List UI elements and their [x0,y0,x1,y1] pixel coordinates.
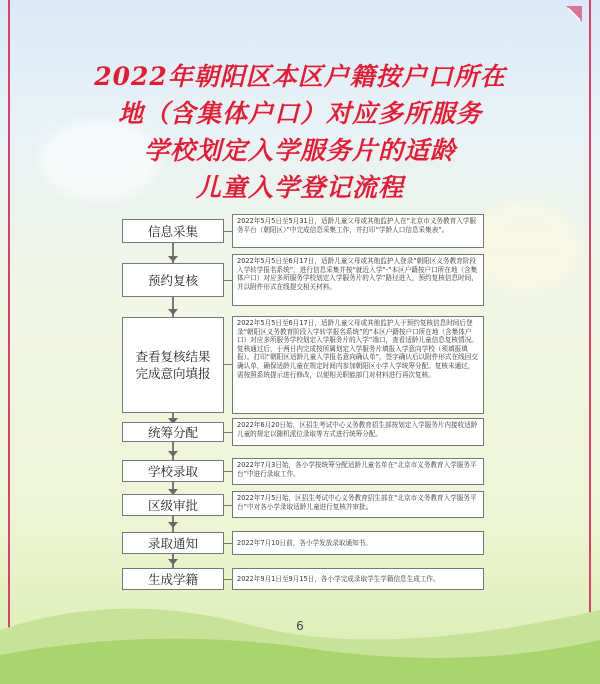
step-connector [224,280,232,281]
step-coordinated-allocation [122,422,224,442]
flow-arrow-icon [168,559,178,565]
step-description [232,491,484,518]
step-label: 信息采集 [147,223,198,239]
step-label: 学校录取 [147,463,198,479]
step-description [232,214,484,248]
step-generate-student-record [122,568,224,590]
corner-ribbon-icon [562,2,586,26]
step-connector [224,231,232,232]
step-desc-text: 2022年9月1日至9月15日，各小学完成录取学生学籍信息生成工作。 [237,574,440,583]
step-school-admission [122,460,224,482]
step-desc-text: 2022年5月5日至6月17日，适龄儿童父母或其他监护人于预约复核信息时间后登录“朝阳区义务教育阶段入学转学报名系统”的“本区户籍按户口所在地（含集体户口）对应多所服务学校划定入学服务片的入学”端口，查看适龄儿童信息复核情况。复核通过后，于两日内完成按所属划定入学服务片填报入学意向学校（须填报填报）。打印“朝阳区适龄儿童入学报名意向确认单”，签字确认后以附件形式在线回交确认单，确保适龄儿童在规定时间内参加朝阳区小学入学统筹分配。复核未通过，需按照系统提示进行修改，以便相关职能部门对材料进行再次复核。 [237,319,478,379]
flow-arrow-icon [168,309,178,315]
step-district-approval [122,494,224,516]
step-info-collection [122,219,224,243]
step-connector [224,364,232,365]
step-label: 录取通知 [147,535,198,551]
step-desc-text: 2022年7月10日前，各小学发放录取通知书。 [237,538,372,547]
step-label: 生成学籍 [147,571,198,587]
step-description [232,568,484,590]
page-title [40,58,560,206]
title-line: 儿童入学登记流程 [195,173,404,202]
title-line: 2022年朝阳区本区户籍按户口所在 [94,62,506,91]
step-description [232,458,484,485]
step-connector [224,432,232,433]
step-desc-text: 2022年5月5日至6月17日，适龄儿童父母或其他监护人登录“朝阳区义务教育阶段入学转学报名系统”，进行信息采集并按“就近入学”-“本区户籍按户口所在地（含集体户口）对应多所服务学校划定入学服务片的入学”路径进入，预约复核信息时间，并以附件形式在线提交相关材料。 [237,257,478,291]
step-connector [224,579,232,580]
step-desc-text: 2022年5月5日至5月31日，适龄儿童父母或其他监护人在“北京市义务教育入学服务平台（朝阳区）”中完成信息采集工作，并打印“学龄人口信息采集表”。 [237,217,476,234]
step-desc-text: 2022年7月3日始，各小学按统筹分配适龄儿童名单在“北京市义务教育入学服务平台”中进行录取工作。 [237,461,477,478]
step-label: 查看复核结果 完成意向填报 [135,349,211,381]
flow-arrow-icon [168,256,178,262]
flow-arrow-icon [168,451,178,457]
title-line: 学校划定入学服务片的适龄 [143,136,456,165]
step-description [232,531,484,555]
step-label: 区级审批 [147,497,198,513]
step-view-result-fill-intention [122,317,224,413]
page-number: 6 [296,619,304,633]
step-connector [224,471,232,472]
step-desc-text: 2022年7月5日始，区招生考试中心义务教育招生部在“北京市义务教育入学服务平台”中对各小学录取适龄儿童进行复核并审批。 [237,494,477,511]
step-label: 预约复核 [147,272,198,288]
step-description [232,316,484,414]
step-appointment-review [122,263,224,297]
step-connector [224,543,232,544]
step-label: 统筹分配 [147,424,198,440]
step-admission-notice [122,532,224,554]
flow-arrow-icon [168,522,178,528]
sky-glow-right [470,200,580,290]
step-desc-text: 2022年6月20日始，区招生考试中心义务教育招生部按划定入学服务片内接收适龄儿童的规定以随机派位录取等方式进行统筹分配。 [237,421,478,438]
step-description [232,418,484,446]
title-line: 地（含集体户口）对应多所服务 [117,99,482,128]
step-description [232,254,484,306]
step-connector [224,505,232,506]
